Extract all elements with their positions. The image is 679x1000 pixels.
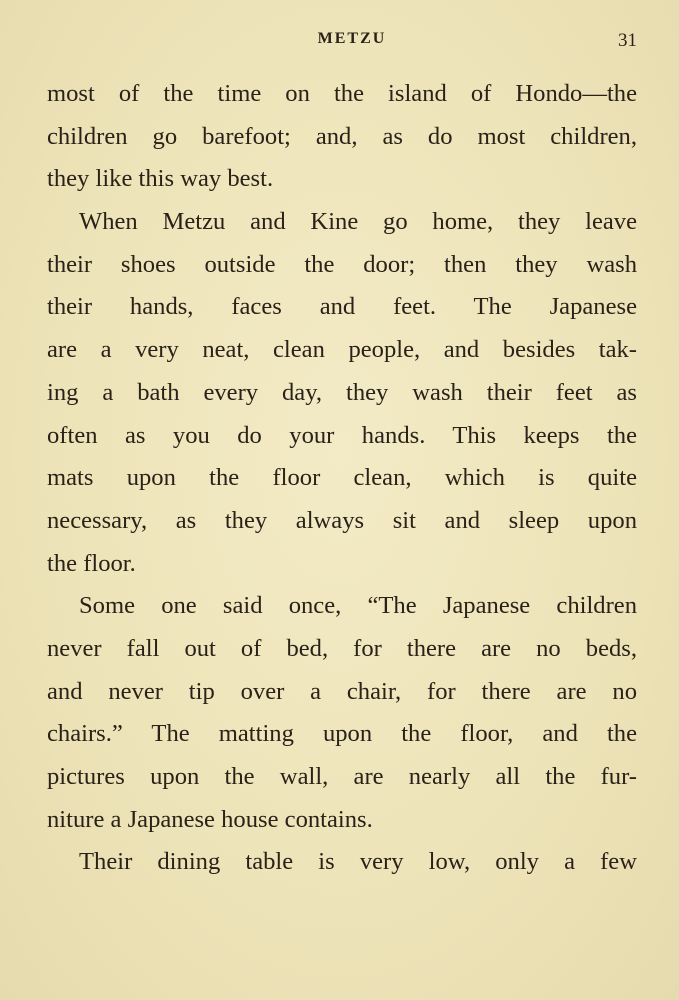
text-line: Their dining table is very low, only a few bbox=[79, 848, 637, 876]
text-line: Some one said once, “The Japanese children bbox=[79, 592, 637, 620]
running-title: METZU bbox=[317, 30, 387, 47]
text-line: they like this way best. bbox=[47, 165, 274, 193]
text-line: are a very neat, clean people, and besides tak- bbox=[47, 336, 637, 364]
text-line: ing a bath every day, they wash their feet as bbox=[47, 378, 637, 406]
text-line: When Metzu and Kine go home, they leave bbox=[79, 208, 637, 236]
paragraph bbox=[47, 585, 637, 841]
text-line: necessary, as they always sit and sleep upon bbox=[47, 506, 637, 534]
text-line: their hands, faces and feet. The Japanese bbox=[47, 293, 637, 321]
paragraph bbox=[47, 73, 637, 201]
page-number: 31 bbox=[618, 30, 637, 51]
text-line: and never tip over a chair, for there are no bbox=[47, 677, 637, 705]
text-line: chairs.” The matting upon the floor, and the bbox=[47, 720, 637, 748]
text-line: children go barefoot; and, as do most children, bbox=[47, 122, 637, 150]
text-line: mats upon the floor clean, which is quite bbox=[47, 464, 637, 492]
paragraph bbox=[47, 841, 637, 884]
text-line: most of the time on the island of Hondo—the bbox=[47, 80, 637, 107]
text-line: their shoes outside the door; then they wash bbox=[47, 250, 637, 278]
text-line: never fall out of bed, for there are no beds, bbox=[47, 634, 637, 662]
body-text bbox=[47, 73, 637, 884]
text-line: the floor. bbox=[47, 549, 136, 577]
text-line: niture a Japanese house contains. bbox=[47, 805, 373, 833]
running-head bbox=[47, 30, 637, 52]
text-line: pictures upon the wall, are nearly all the fur- bbox=[47, 763, 637, 790]
paragraph bbox=[47, 201, 637, 585]
text-line: often as you do your hands. This keeps the bbox=[47, 421, 637, 449]
